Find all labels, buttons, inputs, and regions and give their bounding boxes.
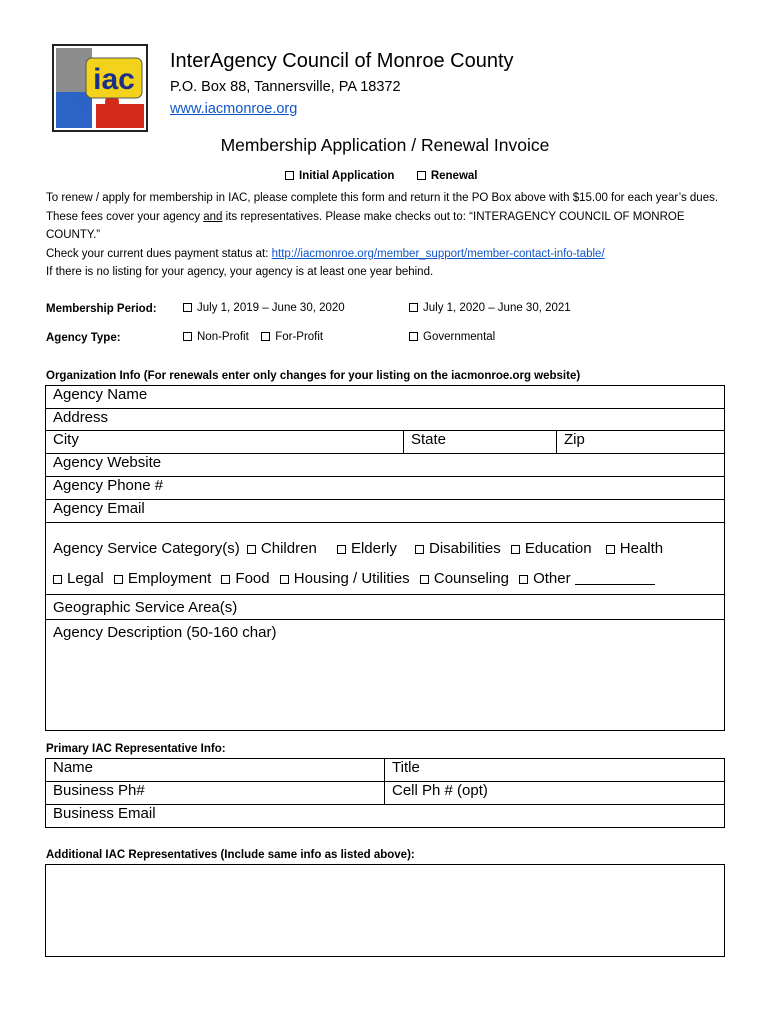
period-2-label: July 1, 2020 – June 30, 2021 — [423, 302, 571, 314]
legal-checkbox[interactable] — [53, 575, 62, 584]
state-field[interactable]: State — [404, 431, 557, 454]
application-type — [285, 170, 478, 182]
renewal-checkbox[interactable] — [417, 171, 426, 180]
org-address: P.O. Box 88, Tannersville, PA 18372 — [170, 79, 401, 95]
additional-reps-heading: Additional IAC Representatives (Include same info as listed above): — [46, 849, 415, 861]
employment-checkbox[interactable] — [114, 575, 123, 584]
health-checkbox[interactable] — [606, 545, 615, 554]
health-label: Health — [619, 540, 664, 557]
email-field[interactable]: Agency Email — [46, 500, 725, 523]
agency-type-label: Agency Type: — [46, 332, 121, 344]
rep-business-phone-field[interactable]: Business Ph# — [46, 782, 385, 805]
period-1-checkbox[interactable] — [183, 303, 192, 312]
legal-label: Legal — [67, 570, 104, 587]
housing-label: Housing / Utilities — [293, 570, 410, 587]
forprofit-checkbox[interactable] — [261, 332, 270, 341]
children-label: Children — [260, 540, 317, 557]
address-field[interactable]: Address — [46, 409, 725, 431]
org-info-table — [45, 385, 725, 731]
rep-cell-phone-field[interactable]: Cell Ph # (opt) — [385, 782, 725, 805]
document-title — [0, 135, 770, 156]
title-text: Membership Application / Renewal Invoice — [220, 135, 550, 155]
governmental-checkbox[interactable] — [409, 332, 418, 341]
intro-text-a: To renew / apply for membership in IAC, please complete this form and return it the PO Box above with $15.00 for each year’s dues. These fees cover your agency — [46, 192, 719, 223]
elderly-label: Elderly — [350, 540, 397, 557]
description-field[interactable]: Agency Description (50-160 char) — [46, 620, 725, 731]
agency-type-options — [183, 331, 323, 343]
intro-and: and — [203, 210, 223, 223]
governmental-option[interactable] — [409, 331, 495, 343]
other-checkbox[interactable] — [519, 575, 528, 584]
agency-name-field[interactable]: Agency Name — [46, 386, 725, 409]
logo-text: iac — [93, 63, 135, 96]
rep-name-field[interactable]: Name — [46, 759, 385, 782]
period-option-1[interactable] — [183, 302, 345, 314]
geo-area-field[interactable]: Geographic Service Area(s) — [46, 595, 725, 620]
other-label: Other — [533, 570, 571, 587]
primary-rep-table — [45, 758, 725, 828]
additional-reps-box[interactable] — [45, 864, 725, 957]
disabilities-checkbox[interactable] — [415, 545, 424, 554]
org-name: InterAgency Council of Monroe County — [170, 50, 514, 72]
food-label: Food — [235, 570, 270, 587]
other-blank-line[interactable] — [575, 573, 655, 585]
status-link[interactable]: http://iacmonroe.org/member_support/member-contact-info-table/ — [271, 247, 605, 260]
city-field[interactable]: City — [46, 431, 404, 454]
iac-logo — [52, 44, 148, 132]
period-option-2[interactable] — [409, 302, 571, 314]
org-website-link[interactable]: www.iacmonroe.org — [170, 101, 298, 117]
counseling-checkbox[interactable] — [420, 575, 429, 584]
primary-rep-heading: Primary IAC Representative Info: — [46, 743, 226, 755]
behind-note: If there is no listing for your agency, your agency is at least one year behind. — [46, 266, 434, 278]
period-1-label: July 1, 2019 – June 30, 2020 — [197, 302, 345, 314]
renewal-label: Renewal — [430, 170, 478, 182]
status-text: Check your current dues payment status at: — [46, 247, 272, 260]
zip-field[interactable]: Zip — [557, 431, 725, 454]
counseling-label: Counseling — [433, 570, 509, 587]
employment-label: Employment — [127, 570, 212, 587]
rep-title-field[interactable]: Title — [385, 759, 725, 782]
service-category-cell — [46, 523, 725, 595]
elderly-checkbox[interactable] — [337, 545, 346, 554]
housing-checkbox[interactable] — [280, 575, 289, 584]
education-label: Education — [524, 540, 592, 557]
nonprofit-checkbox[interactable] — [183, 332, 192, 341]
intro-text-b: its representatives. Please make checks out to: “INTERAGENCY COUNCIL OF MONROE COUNTY.” — [46, 210, 685, 241]
initial-application-label: Initial Application — [299, 170, 395, 182]
rep-business-email-field[interactable]: Business Email — [46, 805, 725, 828]
org-info-heading: Organization Info (For renewals enter only changes for your listing on the iacmonroe.org website) — [46, 370, 581, 382]
initial-application-checkbox[interactable] — [285, 171, 294, 180]
forprofit-label: For-Profit — [275, 331, 324, 343]
education-checkbox[interactable] — [511, 545, 520, 554]
governmental-label: Governmental — [423, 331, 496, 343]
website-field[interactable]: Agency Website — [46, 454, 725, 477]
phone-field[interactable]: Agency Phone # — [46, 477, 725, 500]
food-checkbox[interactable] — [221, 575, 230, 584]
intro-paragraph — [46, 189, 736, 282]
period-2-checkbox[interactable] — [409, 303, 418, 312]
service-category-label: Agency Service Category(s) — [53, 540, 240, 557]
disabilities-label: Disabilities — [429, 540, 501, 557]
children-checkbox[interactable] — [247, 545, 256, 554]
nonprofit-label: Non-Profit — [197, 331, 249, 343]
membership-period-label: Membership Period: — [46, 303, 157, 315]
